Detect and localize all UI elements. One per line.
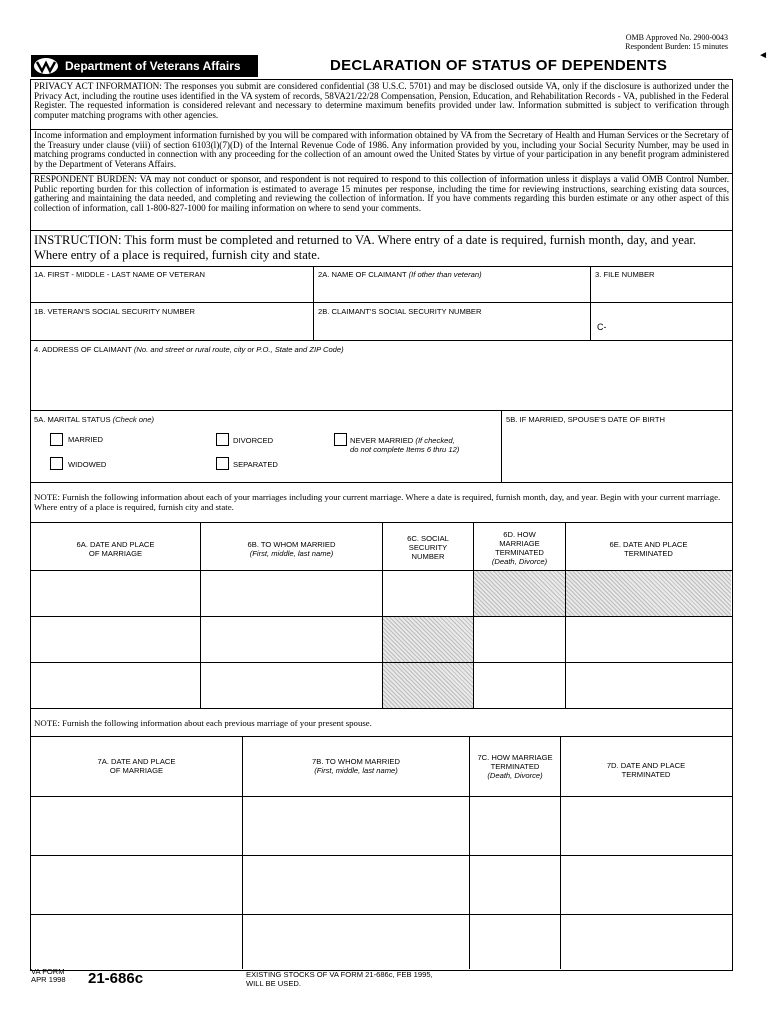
marriage-1-ssn[interactable] — [383, 571, 472, 615]
claimant-name-label — [318, 270, 482, 279]
col-6b-line1: 6B. TO WHOM MARRIED — [247, 540, 336, 549]
col-7c-note-text: (Death, Divorce) — [487, 771, 543, 780]
col-6a-line1: 6A. DATE AND PLACE — [76, 540, 155, 549]
divider — [30, 230, 732, 231]
divider — [30, 173, 732, 174]
col-7b-note-text: (First, middle, last name) — [314, 766, 398, 775]
marriage-3-how-terminated[interactable] — [474, 663, 564, 707]
married-label: MARRIED — [68, 435, 104, 444]
col-6d-header — [474, 530, 565, 566]
form-number: 21-686c — [88, 970, 144, 987]
stocks-note — [246, 970, 433, 988]
stocks-note-line1: EXISTING STOCKS OF VA FORM 21-686c, FEB 1995, — [246, 970, 433, 979]
spouse-marriage-3-date-terminated[interactable] — [561, 915, 730, 968]
col-6b-note — [201, 549, 382, 558]
col-6b-header — [201, 540, 382, 558]
marriage-1-date-terminated-shaded — [566, 571, 731, 616]
col-6d-line2: MARRIAGE — [499, 539, 540, 548]
claimant-name-field[interactable] — [316, 280, 588, 300]
divorced-checkbox[interactable] — [216, 433, 229, 446]
spouse-marriage-1-date-place[interactable] — [31, 797, 241, 854]
address-field[interactable] — [32, 356, 728, 408]
col-6a-line2: OF MARRIAGE — [88, 549, 143, 558]
footer-date: APR 1998 — [31, 975, 66, 984]
col-6b-note-text: (First, middle, last name) — [249, 549, 334, 558]
claimant-ssn-field[interactable] — [316, 316, 588, 338]
col-6d-line3: TERMINATED — [495, 548, 544, 557]
claimant-name-label-text: 2A. NAME OF CLAIMANT — [318, 270, 407, 279]
marriage-2-date-place[interactable] — [31, 617, 199, 661]
marriage-2-ssn-shaded — [383, 617, 473, 662]
veteran-ssn-field[interactable] — [32, 316, 311, 338]
divider — [30, 266, 732, 267]
marriage-1-spouse-name[interactable] — [201, 571, 381, 615]
col-7a-line2: OF MARRIAGE — [109, 766, 164, 775]
divider — [501, 410, 502, 482]
form-edition — [31, 968, 66, 984]
income-notice: Income information and employment information furnished by you will be compared with information obtained by VA from the Secretary of Health and Human Services or the Secretary of the Treasury under clause (viii) of section 6103(l)(7)(D) of the Internal Revenue Code of 1986. Any information provided by you, including your Social Security Number, may be used in matching programs conducted in connection with any proceeding for the collection of an amount owed the United States by virtue of your participation in any benefit program administered by the Department of Veterans Affairs. — [34, 130, 729, 169]
stocks-note-line2: WILL BE USED. — [246, 979, 301, 988]
marital-status-label — [34, 415, 154, 424]
spouse-marriage-2-how-terminated[interactable] — [470, 856, 559, 913]
col-6d-note-text: (Death, Divorce) — [491, 557, 548, 566]
spouse-marriage-3-to-whom[interactable] — [243, 915, 468, 968]
omb-burden: Respondent Burden: 15 minutes — [625, 42, 728, 51]
margin-arrow-icon: ◄ — [758, 50, 768, 61]
spouse-marriage-2-date-place[interactable] — [31, 856, 241, 913]
spouse-dob-field[interactable] — [505, 428, 727, 480]
col-7b-note — [243, 766, 469, 775]
marriage-3-spouse-name[interactable] — [201, 663, 381, 707]
spouse-marriage-1-to-whom[interactable] — [243, 797, 468, 854]
col-6d-line1: 6D. HOW — [503, 530, 536, 539]
col-6e-line1: 6E. DATE AND PLACE — [609, 540, 688, 549]
married-checkbox[interactable] — [50, 433, 63, 446]
col-6c-line2: SECURITY — [408, 543, 448, 552]
veteran-name-field[interactable] — [32, 280, 311, 300]
address-label — [34, 345, 344, 354]
divider — [30, 522, 732, 523]
marriage-2-how-terminated[interactable] — [474, 617, 564, 661]
never-married-note-2-text: do not complete Items 6 thru 12) — [350, 445, 460, 454]
marriage-3-date-terminated[interactable] — [566, 663, 730, 707]
spouse-marriage-2-to-whom[interactable] — [243, 856, 468, 913]
divorced-label: DIVORCED — [233, 436, 274, 445]
col-7c-note — [470, 771, 560, 780]
divider — [30, 736, 732, 737]
col-7d-line2: TERMINATED — [621, 770, 671, 779]
burden-notice: RESPONDENT BURDEN: VA may not conduct or sponsor, and respondent is not required to respond to this collection of information unless it displays a valid OMB Control Number. Public reporting burden for this collection of information is estimated to average 15 minutes per response, including the time for reviewing instructions, searching existing data sources, gathering and maintaining the data needed, and completing and reviewing the collection of information. If you have comments regarding this burden estimate or any other aspect of this collection of information, call 1-800-827-1000 for mailing information on where to send your comments. — [34, 174, 729, 213]
file-number-field[interactable] — [608, 280, 728, 338]
va-seal-icon — [33, 57, 59, 75]
never-married-note: (If checked, — [415, 436, 455, 445]
omb-info — [625, 33, 728, 51]
col-7c-line1: 7C. HOW MARRIAGE — [477, 753, 553, 762]
omb-approved: OMB Approved No. 2900-0043 — [625, 33, 728, 42]
instruction: INSTRUCTION: This form must be completed and returned to VA. Where entry of a date is required, furnish month, day, and year. Where entry of a place is required, furnish city and state. — [34, 233, 697, 262]
col-6c-header — [383, 534, 473, 561]
address-label-text: 4. ADDRESS OF CLAIMANT — [34, 345, 132, 354]
col-7c-line2: TERMINATED — [490, 762, 540, 771]
marriage-3-date-place[interactable] — [31, 663, 199, 707]
spouse-marriage-2-date-terminated[interactable] — [561, 856, 730, 913]
col-6c-line3: NUMBER — [411, 552, 445, 561]
privacy-notice: PRIVACY ACT INFORMATION: The responses you submit are considered confidential (38 U.S.C. 5701) and may be disclosed outside VA, only if the disclosure is authorized under the Privacy Act, including the routine uses identified in the VA system of records, 58VA21/22/28 Compensation, Pension, Education, and Rehabilitation Records - VA, published in the Federal Register. The requested information is considered relevant and necessary to determine maximum benefits provided under law. Information submitted is subject to verification through computer matching programs with other agencies. — [34, 81, 729, 120]
never-married-note-2 — [350, 445, 459, 454]
col-6e-line2: TERMINATED — [624, 549, 673, 558]
divider — [30, 340, 732, 341]
note-spouse-marriages: NOTE: Furnish the following information about each previous marriage of your present spouse. — [34, 718, 372, 728]
col-6c-line1: 6C. SOCIAL — [407, 534, 449, 543]
spouse-marriage-1-how-terminated[interactable] — [470, 797, 559, 854]
col-7a-header — [31, 757, 242, 775]
col-6a-header — [31, 540, 200, 558]
veteran-ssn-label: 1B. VETERAN'S SOCIAL SECURITY NUMBER — [34, 307, 195, 316]
marriage-2-spouse-name[interactable] — [201, 617, 381, 661]
spouse-dob-label: 5B. IF MARRIED, SPOUSE'S DATE OF BIRTH — [506, 415, 665, 424]
col-7a-line1: 7A. DATE AND PLACE — [97, 757, 176, 766]
separated-checkbox[interactable] — [216, 457, 229, 470]
divider — [30, 410, 732, 411]
widowed-label: WIDOWED — [68, 460, 107, 469]
marriage-1-date-place[interactable] — [31, 571, 199, 615]
col-7d-line1: 7D. DATE AND PLACE — [606, 761, 686, 770]
col-7b-header — [243, 757, 469, 775]
never-married-label-text: NEVER MARRIED — [350, 436, 414, 445]
marriage-3-ssn-shaded — [383, 663, 473, 708]
separated-label: SEPARATED — [233, 460, 278, 469]
col-7c-header — [470, 753, 560, 780]
divider — [30, 708, 732, 709]
claimant-ssn-label: 2B. CLAIMANT'S SOCIAL SECURITY NUMBER — [318, 307, 482, 316]
claimant-name-note: (If other than veteran) — [408, 270, 482, 279]
never-married-label — [350, 436, 455, 445]
footer-va-form: VA FORM — [31, 967, 65, 976]
agency-name: Department of Veterans Affairs — [65, 59, 241, 73]
col-6d-note — [474, 557, 565, 566]
marital-status-note: (Check one) — [112, 415, 155, 424]
divider — [30, 482, 732, 483]
col-7b-line1: 7B. TO WHOM MARRIED — [312, 757, 400, 766]
widowed-checkbox[interactable] — [50, 457, 63, 470]
never-married-checkbox[interactable] — [334, 433, 347, 446]
file-number-label: 3. FILE NUMBER — [595, 270, 655, 279]
address-note: (No. and street or rural route, city or P.O., State and ZIP Code) — [133, 345, 344, 354]
agency-banner — [31, 55, 258, 77]
spouse-marriage-3-how-terminated[interactable] — [470, 915, 559, 968]
marital-status-label-text: 5A. MARITAL STATUS — [34, 415, 111, 424]
marriage-1-how-terminated-shaded — [474, 571, 565, 616]
spouse-marriage-1-date-terminated[interactable] — [561, 797, 730, 854]
col-7d-header — [561, 761, 731, 779]
form-title: DECLARATION OF STATUS OF DEPENDENTS — [330, 57, 668, 74]
note-marriages: NOTE: Furnish the following information about each of your marriages including your current marriage. Where a date is required, furnish month, day, and year. Begin with your current marriage. Where entry of a place is required, furnish city and state. — [34, 492, 721, 512]
spouse-marriage-3-date-place[interactable] — [31, 915, 241, 968]
veteran-name-label: 1A. FIRST - MIDDLE - LAST NAME OF VETERAN — [34, 270, 206, 279]
divider — [313, 266, 314, 340]
file-number-prefix: C- — [597, 322, 607, 332]
divider — [30, 129, 732, 130]
divider — [590, 266, 591, 340]
col-6e-header — [566, 540, 731, 558]
marriage-2-date-terminated[interactable] — [566, 617, 730, 661]
